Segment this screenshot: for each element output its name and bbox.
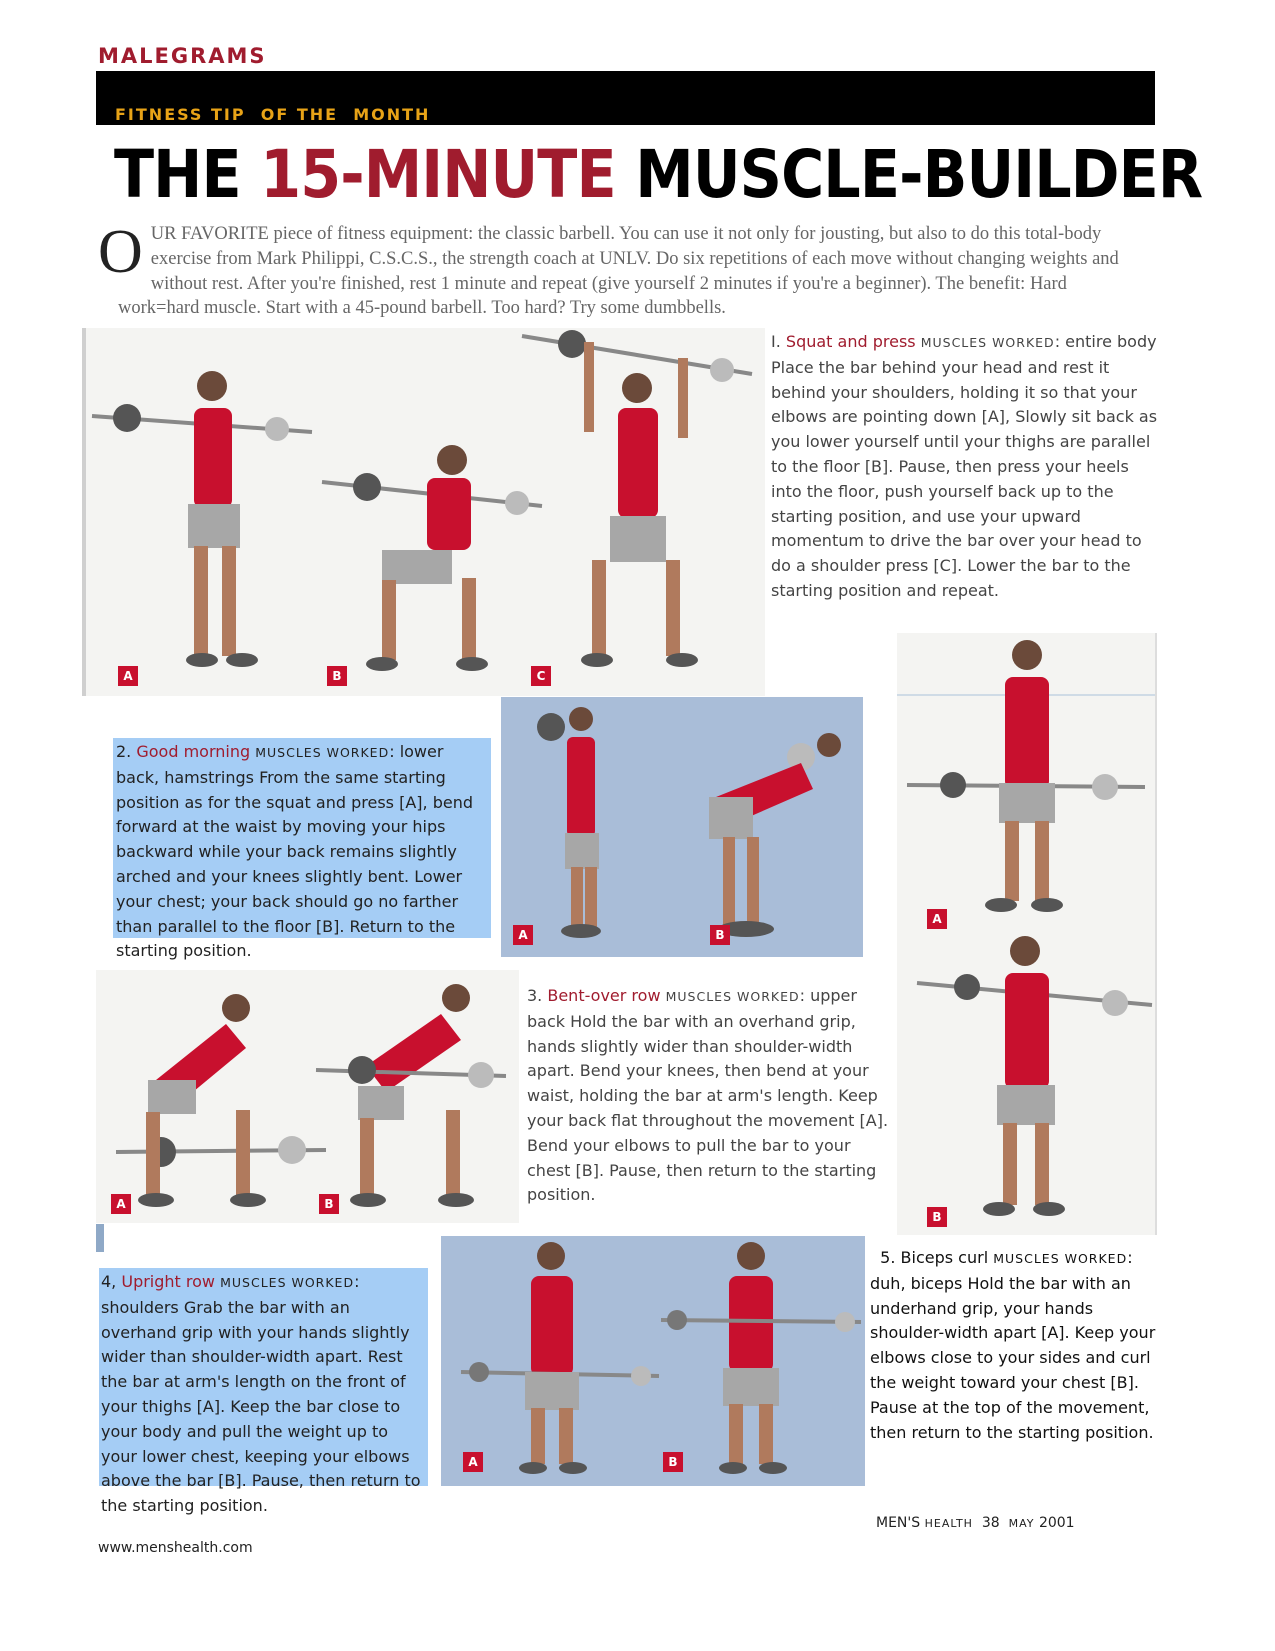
exercise-number: 5. — [880, 1248, 896, 1267]
intro-text: UR FAVORITE piece of fitness equipment: the classic barbell. You can use it not only for jousting, but also to do this total-body exercise from Mark Philippi, C.S.C.S., the strength coach at UNLV. Do six repetitions of each move without changing weights and without rest. After you're finished, rest 1 minute and repeat (give yourself 2 minutes if you're a beginner). The benefit: Hard work=hard muscle. Start with a 45-pound barbell. Too hard? Try some dumbbells. — [118, 224, 1119, 319]
muscles-worked-label: MUSCLES WORKED — [255, 745, 390, 760]
exercise-number: I. — [771, 332, 781, 351]
intro-paragraph — [98, 218, 1138, 321]
exercise-description: Hold the bar with an overhand grip, hands slightly wider than shoulder-width apart. Bend your knees, then bend at your waist, holding the bar at arm's length. Keep your back flat throughout the movement [A]. Bend your elbows to pull the bar to your chest [B]. Pause, then return to the starting position. — [527, 1011, 889, 1205]
page-number: 38 — [981, 1515, 1000, 1531]
muscles-worked: : lower back, hamstrings — [116, 742, 444, 787]
muscles-worked: : upper back — [527, 986, 857, 1031]
photo-tag: B — [319, 1194, 339, 1214]
photo-tag: B — [710, 925, 730, 945]
folio — [876, 1515, 1075, 1531]
page-title — [114, 136, 1202, 214]
header-bar — [96, 71, 1155, 125]
muscles-worked-label: MUSCLES WORKED — [920, 335, 1055, 350]
muscles-worked-label: MUSCLES WORKED — [993, 1251, 1128, 1266]
exercise-name: Biceps curl — [900, 1248, 989, 1267]
exercise-name: Upright row — [121, 1272, 216, 1291]
muscles-worked-label: MUSCLES WORKED — [665, 989, 800, 1004]
photo-tag: A — [513, 925, 533, 945]
title-part-1: THE — [114, 136, 261, 213]
section-label: MALEGRAMS — [98, 44, 267, 68]
photo-tag: A — [118, 666, 138, 686]
divider-block — [96, 1224, 104, 1252]
photo-tag: C — [531, 666, 551, 686]
exercise-description: Place the bar behind your head and rest it behind your shoulders, holding it so that your elbows are pointing down [A], Slowly sit back as you lower yourself until your thighs are parallel to the floor [B]. Pause, then press your heels into the floor, push yourself back up to the starting position, and use your upward momentum to drive the bar over your head to do a shoulder press [C]. Lower the bar to the starting position and repeat. — [771, 357, 1158, 600]
exercise-name: Squat and press — [785, 332, 916, 351]
photo-tag: B — [927, 1207, 947, 1227]
exercise-description: Hold the bar with an underhand grip, your hands shoulder-width apart [A]. Keep your elbows close to your sides and curl the weight toward your chest [B]. Pause at the top of the movement, then return to the starting position. — [870, 1273, 1156, 1442]
issue-month: MAY — [1008, 1517, 1035, 1530]
upright-row-photo — [441, 1236, 865, 1486]
website-url: www.menshealth.com — [98, 1540, 253, 1556]
exercise-number: 4, — [101, 1272, 117, 1291]
exercise-name: Bent-over row — [547, 986, 661, 1005]
muscles-worked: : duh, biceps — [870, 1248, 1133, 1293]
muscles-worked: : entire body — [1054, 332, 1157, 351]
exercise-number: 3. — [527, 986, 543, 1005]
photo-tag: B — [663, 1452, 683, 1472]
bent-over-row-photo — [96, 970, 519, 1223]
photo-tag: A — [111, 1194, 131, 1214]
exercise-3-text — [527, 984, 895, 1208]
exercise-2-text — [113, 738, 491, 961]
drop-cap: O — [98, 218, 143, 286]
exercise-number: 2. — [116, 742, 132, 761]
exercise-name: Good morning — [136, 742, 251, 761]
exercise-description: Grab the bar with an overhand grip with your hands slightly wider than shoulder-width apart. Rest the bar at arm's length on the front of your thighs [A]. Keep the bar close to your body and pull the weight up to your lower chest, keeping your elbows above the bar [B]. Pause, then return to the starting position. — [101, 1297, 421, 1516]
exercise-1-text — [771, 330, 1161, 604]
title-part-3: MUSCLE-BUILDER — [615, 136, 1203, 213]
title-part-2: 15-MINUTE — [260, 136, 616, 213]
muscles-worked-label: MUSCLES WORKED — [220, 1275, 355, 1290]
biceps-curl-photo — [897, 633, 1157, 1235]
photo-tag: A — [463, 1452, 483, 1472]
muscles-worked: : shoulders — [101, 1272, 360, 1317]
exercise-description: From the same starting position as for the squat and press [A], bend forward at the waist by moving your hips backward while your back remains slightly arched and your knees slightly bent. Lower your chest; your back should go no farther than parallel to the floor [B]. Return to the starting position. — [116, 767, 473, 961]
exercise-5-text — [870, 1246, 1160, 1445]
fitness-tip-label: FITNESS TIP OF THE MONTH — [115, 105, 431, 124]
photo-tag: A — [927, 909, 947, 929]
photo-tag: B — [327, 666, 347, 686]
magazine-name-small: HEALTH — [924, 1517, 973, 1530]
issue-year: 2001 — [1038, 1515, 1075, 1531]
good-morning-photo — [501, 697, 863, 957]
squat-and-press-photo — [82, 328, 765, 696]
magazine-name: MEN'S — [876, 1515, 921, 1531]
exercise-4-text — [99, 1268, 428, 1516]
